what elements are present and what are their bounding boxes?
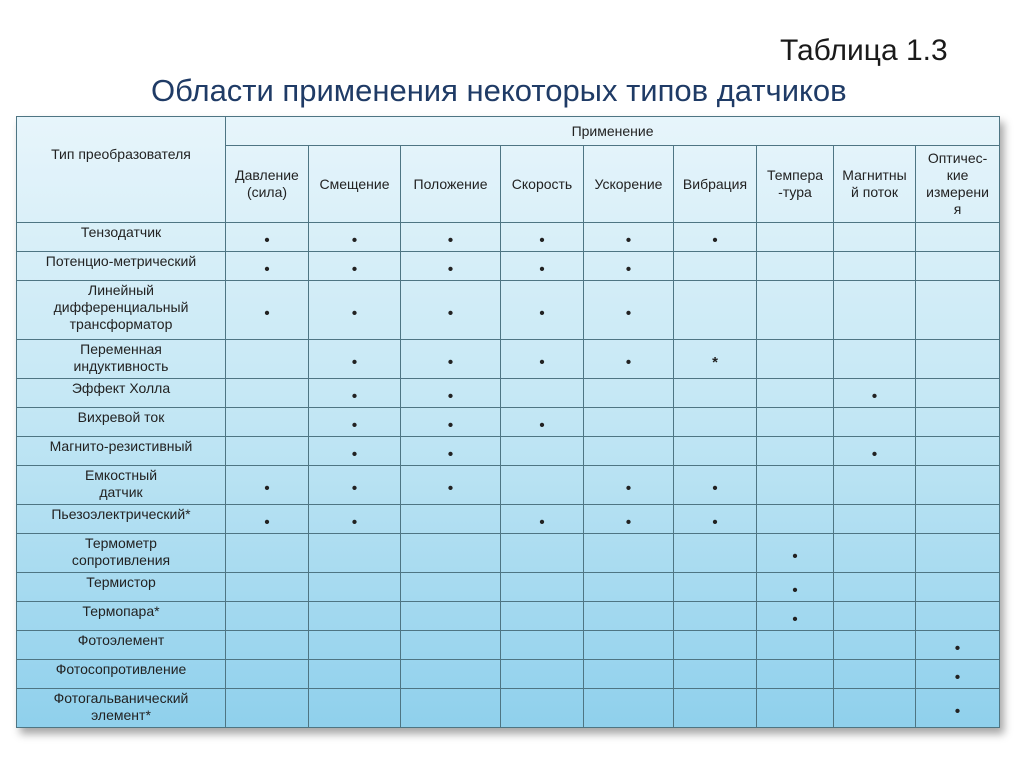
sensor-type-cell <box>17 660 226 689</box>
application-mark-cell <box>916 281 1000 340</box>
sensor-type-line: Вихревой ток <box>77 409 165 425</box>
application-mark-cell <box>674 631 757 660</box>
application-mark: • <box>447 479 454 497</box>
application-mark-cell <box>584 689 674 728</box>
column-header <box>309 146 401 223</box>
sensor-type-line: Линейный <box>88 282 154 298</box>
type-column-header: Тип преобразователя <box>17 117 226 223</box>
application-mark-cell <box>916 602 1000 631</box>
table-row <box>17 437 1000 466</box>
table-row <box>17 466 1000 505</box>
application-mark-cell <box>674 466 757 505</box>
application-mark-cell <box>501 223 584 252</box>
application-mark-cell <box>757 252 834 281</box>
application-mark-cell <box>401 437 501 466</box>
application-mark-cell <box>916 689 1000 728</box>
application-mark-cell <box>674 660 757 689</box>
application-mark-cell <box>226 505 309 534</box>
table-row <box>17 660 1000 689</box>
application-mark-cell <box>309 689 401 728</box>
sensor-type-line: Термистор <box>86 574 156 590</box>
application-mark-cell <box>309 223 401 252</box>
application-mark-cell <box>584 408 674 437</box>
application-mark-cell <box>757 340 834 379</box>
table-row <box>17 340 1000 379</box>
application-mark-cell <box>674 437 757 466</box>
application-mark-cell <box>674 379 757 408</box>
application-mark-cell <box>309 252 401 281</box>
application-mark-cell <box>309 437 401 466</box>
application-mark: • <box>712 479 718 497</box>
application-mark: • <box>447 445 454 463</box>
application-mark-cell <box>916 437 1000 466</box>
application-mark-cell <box>401 340 501 379</box>
application-mark: • <box>264 479 270 497</box>
application-mark: • <box>351 353 358 371</box>
application-mark-cell <box>916 379 1000 408</box>
sensor-type-line: Пьезоэлектрический* <box>51 506 191 522</box>
application-mark-cell <box>757 408 834 437</box>
sensor-type-cell <box>17 466 226 505</box>
application-mark-cell <box>757 437 834 466</box>
application-mark-cell <box>501 534 584 573</box>
application-mark: • <box>264 231 270 249</box>
application-mark-cell <box>916 631 1000 660</box>
page-title: Области применения некоторых типов датчиков <box>151 73 847 108</box>
application-mark-cell <box>834 252 916 281</box>
application-mark-cell <box>674 281 757 340</box>
table-row <box>17 408 1000 437</box>
application-mark-cell <box>584 340 674 379</box>
sensor-type-line: датчик <box>99 484 143 500</box>
application-mark: • <box>954 668 961 686</box>
application-mark: • <box>712 513 718 531</box>
application-mark-cell <box>834 660 916 689</box>
application-mark-cell <box>834 466 916 505</box>
application-mark-cell <box>309 631 401 660</box>
application-mark: • <box>447 231 454 249</box>
application-mark-cell <box>501 281 584 340</box>
column-header <box>757 146 834 223</box>
application-mark-cell <box>584 505 674 534</box>
application-mark-cell <box>401 223 501 252</box>
application-mark-cell <box>674 602 757 631</box>
application-mark-cell <box>916 466 1000 505</box>
table-number: Таблица 1.3 <box>780 34 948 67</box>
application-mark: • <box>351 260 358 278</box>
sensor-type-cell <box>17 573 226 602</box>
application-mark-cell <box>834 534 916 573</box>
application-mark-cell <box>309 660 401 689</box>
application-mark-cell <box>309 340 401 379</box>
sensor-type-cell <box>17 505 226 534</box>
application-mark-cell <box>834 573 916 602</box>
application-mark: • <box>264 304 270 322</box>
application-mark-cell <box>834 505 916 534</box>
application-mark-cell <box>584 573 674 602</box>
application-mark: • <box>351 479 358 497</box>
application-mark-cell <box>916 505 1000 534</box>
application-mark-cell <box>674 340 757 379</box>
application-mark-cell <box>401 281 501 340</box>
application-mark-cell <box>584 660 674 689</box>
application-mark: * <box>712 353 718 371</box>
application-mark-cell <box>226 466 309 505</box>
column-header <box>834 146 916 223</box>
application-mark: • <box>871 387 878 405</box>
sensor-type-line: индуктивность <box>73 358 169 374</box>
application-mark-cell <box>309 379 401 408</box>
application-mark: • <box>351 304 358 322</box>
table-row <box>17 534 1000 573</box>
application-mark-cell <box>226 534 309 573</box>
application-mark: • <box>954 702 961 720</box>
application-mark-cell <box>584 281 674 340</box>
application-mark-cell <box>584 437 674 466</box>
application-mark-cell <box>226 602 309 631</box>
application-mark: • <box>871 445 878 463</box>
table-row <box>17 505 1000 534</box>
column-header <box>226 146 309 223</box>
application-mark-cell <box>401 505 501 534</box>
application-mark-cell <box>757 379 834 408</box>
application-mark-cell <box>501 689 584 728</box>
sensor-type-line: Тензодатчик <box>80 224 162 240</box>
application-mark: • <box>539 231 545 249</box>
table-row <box>17 689 1000 728</box>
application-mark-cell <box>501 631 584 660</box>
column-header <box>401 146 501 223</box>
application-mark-cell <box>674 223 757 252</box>
application-mark-cell <box>401 534 501 573</box>
application-mark-cell <box>501 573 584 602</box>
column-header-line: (сила) <box>246 184 288 200</box>
sensor-type-line: Фотоэлемент <box>77 632 165 648</box>
application-mark-cell <box>309 408 401 437</box>
application-mark: • <box>539 416 545 434</box>
application-mark-cell <box>674 252 757 281</box>
application-mark-cell <box>226 631 309 660</box>
application-mark-cell <box>401 252 501 281</box>
application-mark-cell <box>834 223 916 252</box>
application-mark-cell <box>834 437 916 466</box>
application-mark-cell <box>401 408 501 437</box>
application-mark-cell <box>501 408 584 437</box>
application-mark-cell <box>401 689 501 728</box>
application-mark-cell <box>674 573 757 602</box>
application-mark-cell <box>916 660 1000 689</box>
column-header-line: Положение <box>413 175 488 192</box>
application-mark-cell <box>757 573 834 602</box>
application-mark-cell <box>834 281 916 340</box>
column-header-line: -тура <box>778 184 812 200</box>
application-mark-cell <box>501 252 584 281</box>
application-mark-cell <box>757 534 834 573</box>
application-mark-cell <box>674 505 757 534</box>
application-mark: • <box>792 610 798 628</box>
application-mark: • <box>351 445 358 463</box>
sensor-type-line: Эффект Холла <box>71 380 171 396</box>
sensor-type-line: дифференциальный <box>53 299 189 315</box>
application-mark: • <box>539 513 545 531</box>
sensor-application-table <box>16 116 1000 728</box>
application-mark: • <box>954 639 961 657</box>
sensor-type-cell <box>17 223 226 252</box>
application-mark: • <box>351 416 358 434</box>
column-header-line: Смещение <box>319 175 390 192</box>
sensor-type-line: трансформатор <box>69 316 173 332</box>
application-mark-cell <box>401 573 501 602</box>
column-header-line: Магнитны <box>842 167 907 183</box>
table-row <box>17 573 1000 602</box>
application-group-header: Применение <box>226 117 1000 146</box>
application-mark-cell <box>584 534 674 573</box>
application-mark: • <box>351 387 358 405</box>
application-mark-cell <box>501 505 584 534</box>
application-mark-cell <box>501 340 584 379</box>
application-mark-cell <box>916 252 1000 281</box>
application-mark: • <box>625 231 632 249</box>
application-mark-cell <box>226 252 309 281</box>
application-mark-cell <box>584 223 674 252</box>
application-mark-cell <box>757 505 834 534</box>
application-mark: • <box>539 353 545 371</box>
application-mark-cell <box>834 379 916 408</box>
sensor-type-cell <box>17 379 226 408</box>
column-header-line: кие <box>946 167 969 183</box>
application-mark-cell <box>834 631 916 660</box>
table-row <box>17 631 1000 660</box>
sensor-type-line: элемент* <box>91 707 151 723</box>
application-mark-cell <box>401 466 501 505</box>
sensor-type-line: Термометр <box>85 535 157 551</box>
sensor-type-line: Термопара* <box>82 603 160 619</box>
application-mark-cell <box>401 379 501 408</box>
application-mark-cell <box>501 660 584 689</box>
application-mark-cell <box>309 602 401 631</box>
application-mark: • <box>447 353 454 371</box>
application-mark-cell <box>584 602 674 631</box>
column-header <box>674 146 757 223</box>
table-row <box>17 223 1000 252</box>
column-header-line: я <box>953 201 962 217</box>
application-mark-cell <box>674 408 757 437</box>
sensor-type-cell <box>17 602 226 631</box>
application-mark-cell <box>501 437 584 466</box>
sensor-type-cell <box>17 252 226 281</box>
application-mark-cell <box>501 602 584 631</box>
column-header <box>916 146 1000 223</box>
sensor-type-line: Емкостный <box>84 467 158 483</box>
application-mark-cell <box>757 223 834 252</box>
column-header-line: Темпера <box>766 167 824 183</box>
application-mark-cell <box>584 252 674 281</box>
application-mark-cell <box>916 408 1000 437</box>
sensor-type-cell <box>17 281 226 340</box>
application-mark-cell <box>501 379 584 408</box>
application-mark: • <box>351 231 358 249</box>
sensor-type-line: Магнито-резистивный <box>49 438 193 454</box>
table-row <box>17 379 1000 408</box>
application-mark: • <box>792 547 798 565</box>
application-mark: • <box>264 260 270 278</box>
application-mark-cell <box>757 689 834 728</box>
application-mark: • <box>447 260 454 278</box>
application-mark: • <box>539 260 545 278</box>
application-mark-cell <box>226 573 309 602</box>
column-header-line: Вибрация <box>682 175 748 192</box>
application-mark-cell <box>757 631 834 660</box>
application-mark-cell <box>309 281 401 340</box>
application-mark-cell <box>309 573 401 602</box>
application-mark: • <box>447 416 454 434</box>
sensor-table-wrapper <box>16 116 1000 728</box>
application-mark: • <box>625 353 632 371</box>
application-mark: • <box>712 231 718 249</box>
sensor-type-line: Потенцио-метрический <box>45 253 197 269</box>
application-mark: • <box>264 513 270 531</box>
application-mark-cell <box>309 505 401 534</box>
application-mark-cell <box>834 340 916 379</box>
sensor-type-line: Переменная <box>80 341 162 357</box>
application-mark-cell <box>401 602 501 631</box>
application-mark-cell <box>226 340 309 379</box>
table-row <box>17 602 1000 631</box>
application-mark-cell <box>674 534 757 573</box>
column-header-line: Оптичес- <box>927 150 988 166</box>
application-mark-cell <box>226 408 309 437</box>
application-mark-cell <box>916 573 1000 602</box>
application-mark-cell <box>226 281 309 340</box>
application-mark: • <box>447 304 454 322</box>
sensor-type-cell <box>17 689 226 728</box>
column-header <box>584 146 674 223</box>
application-mark-cell <box>834 602 916 631</box>
application-mark-cell <box>916 340 1000 379</box>
application-mark-cell <box>757 281 834 340</box>
application-mark-cell <box>674 689 757 728</box>
application-mark-cell <box>226 223 309 252</box>
application-mark-cell <box>226 379 309 408</box>
column-header-line: Давление <box>235 167 299 183</box>
sensor-type-line: Фотогальванический <box>53 690 189 706</box>
sensor-type-cell <box>17 408 226 437</box>
application-mark-cell <box>501 466 584 505</box>
sensor-type-cell <box>17 437 226 466</box>
application-mark: • <box>447 387 454 405</box>
application-mark: • <box>539 304 545 322</box>
column-header-line: Ускорение <box>594 175 663 192</box>
application-mark: • <box>625 479 632 497</box>
sensor-type-line: Фотосопротивление <box>55 661 187 677</box>
application-mark-cell <box>309 534 401 573</box>
application-mark-cell <box>226 689 309 728</box>
column-header-line: й поток <box>851 184 898 200</box>
application-mark-cell <box>401 660 501 689</box>
application-mark-cell <box>226 660 309 689</box>
application-mark-cell <box>916 223 1000 252</box>
sensor-type-cell <box>17 631 226 660</box>
application-mark: • <box>625 304 632 322</box>
application-mark-cell <box>401 631 501 660</box>
application-mark-cell <box>757 660 834 689</box>
application-mark: • <box>625 513 632 531</box>
application-mark: • <box>351 513 358 531</box>
column-header <box>501 146 584 223</box>
sensor-type-cell <box>17 534 226 573</box>
application-mark-cell <box>584 379 674 408</box>
sensor-type-cell <box>17 340 226 379</box>
application-mark-cell <box>226 437 309 466</box>
application-mark-cell <box>757 602 834 631</box>
column-header-line: измерени <box>926 184 989 200</box>
sensor-type-line: сопротивления <box>71 552 171 568</box>
application-mark-cell <box>757 466 834 505</box>
application-mark-cell <box>309 466 401 505</box>
table-row <box>17 281 1000 340</box>
application-mark: • <box>625 260 632 278</box>
table-row <box>17 252 1000 281</box>
application-mark-cell <box>584 631 674 660</box>
column-header-line: Скорость <box>511 175 573 192</box>
application-mark-cell <box>584 466 674 505</box>
application-mark-cell <box>834 408 916 437</box>
application-mark-cell <box>916 534 1000 573</box>
application-mark: • <box>792 581 798 599</box>
application-mark-cell <box>834 689 916 728</box>
